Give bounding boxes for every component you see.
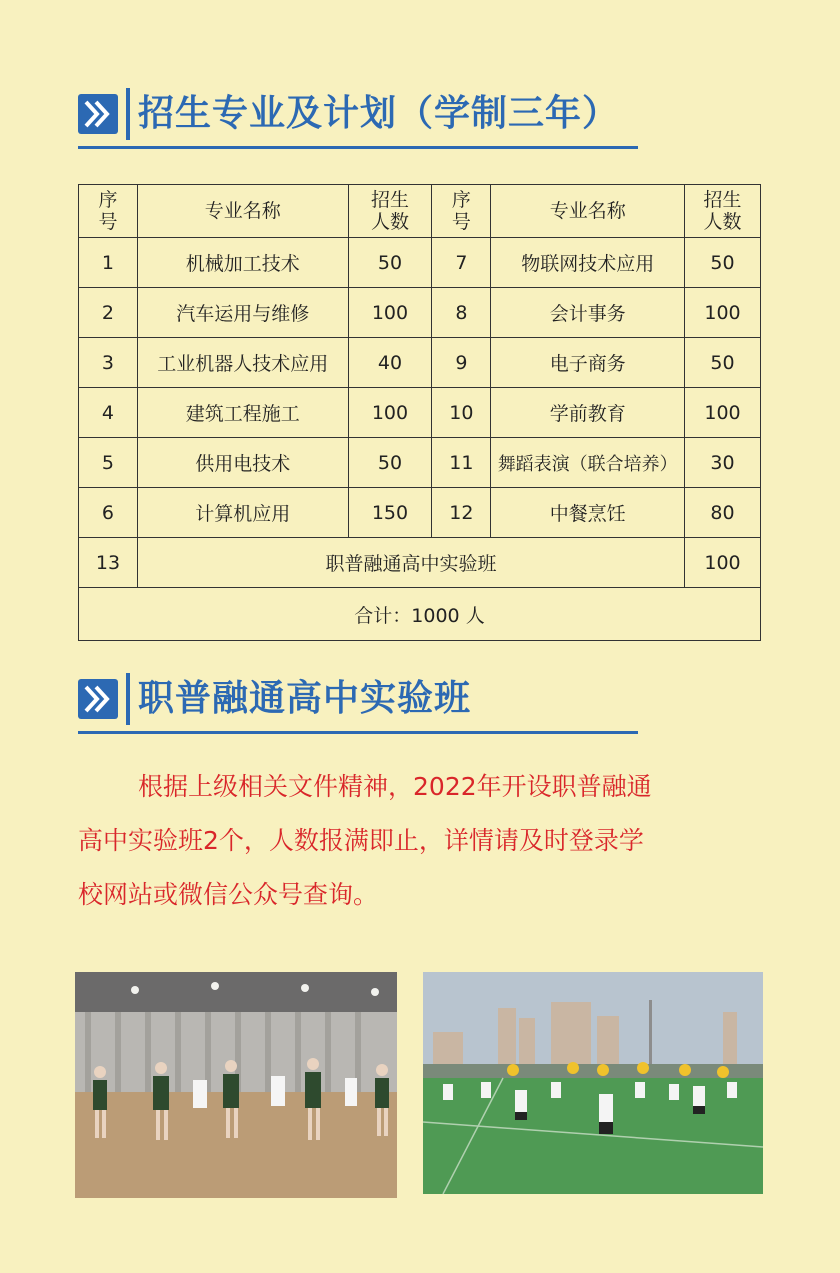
header-divider bbox=[126, 673, 130, 725]
cell-seq: 12 bbox=[432, 488, 491, 538]
cell-major: 舞蹈表演（联合培养） bbox=[491, 438, 685, 488]
cell-major: 机械加工技术 bbox=[137, 238, 348, 288]
cell-count: 40 bbox=[348, 338, 432, 388]
double-chevron-right-icon bbox=[78, 679, 118, 719]
cell-major: 学前教育 bbox=[491, 388, 685, 438]
table-row bbox=[79, 538, 761, 588]
cell-count: 100 bbox=[685, 388, 761, 438]
cell-seq: 6 bbox=[79, 488, 138, 538]
cell-seq: 9 bbox=[432, 338, 491, 388]
cell-major: 工业机器人技术应用 bbox=[137, 338, 348, 388]
enrollment-table bbox=[78, 184, 761, 641]
cell-major: 物联网技术应用 bbox=[491, 238, 685, 288]
cell-count: 30 bbox=[685, 438, 761, 488]
cell-count: 80 bbox=[685, 488, 761, 538]
header-count: 招生 人数 bbox=[348, 185, 432, 238]
header-seq: 序 号 bbox=[432, 185, 491, 238]
header-underline bbox=[78, 731, 638, 734]
cell-major: 供用电技术 bbox=[137, 438, 348, 488]
cell-total: 合计：1000 人 bbox=[79, 588, 761, 641]
cell-count: 100 bbox=[685, 538, 761, 588]
cell-count: 50 bbox=[348, 238, 432, 288]
header-count: 招生 人数 bbox=[685, 185, 761, 238]
header-seq: 序 号 bbox=[79, 185, 138, 238]
header-underline bbox=[78, 146, 638, 149]
cell-major: 中餐烹饪 bbox=[491, 488, 685, 538]
cell-major: 建筑工程施工 bbox=[137, 388, 348, 438]
section-title: 职普融通高中实验班 bbox=[138, 678, 472, 719]
table-row bbox=[79, 438, 761, 488]
table-row bbox=[79, 388, 761, 438]
cell-count: 50 bbox=[348, 438, 432, 488]
notice-paragraph bbox=[78, 760, 768, 922]
cell-count: 50 bbox=[685, 238, 761, 288]
section-title: 招生专业及计划（学制三年） bbox=[138, 93, 620, 134]
table-header-row bbox=[79, 185, 761, 238]
cell-seq: 13 bbox=[79, 538, 138, 588]
cell-seq: 2 bbox=[79, 288, 138, 338]
cell-major: 汽车运用与维修 bbox=[137, 288, 348, 338]
section-header-pilot-class bbox=[78, 677, 638, 739]
cell-seq: 4 bbox=[79, 388, 138, 438]
cell-count: 50 bbox=[685, 338, 761, 388]
cell-major: 会计事务 bbox=[491, 288, 685, 338]
cell-seq: 1 bbox=[79, 238, 138, 288]
table-row bbox=[79, 238, 761, 288]
dance-class-photo bbox=[75, 972, 397, 1198]
cell-seq: 7 bbox=[432, 238, 491, 288]
notice-line: 高中实验班2个，人数报满即止，详情请及时登录学 bbox=[78, 826, 644, 855]
outdoor-performance-photo bbox=[423, 972, 763, 1194]
cell-seq: 11 bbox=[432, 438, 491, 488]
notice-line: 根据上级相关文件精神，2022年开设职普融通 bbox=[138, 772, 652, 801]
cell-seq: 5 bbox=[79, 438, 138, 488]
cell-major: 电子商务 bbox=[491, 338, 685, 388]
cell-seq: 8 bbox=[432, 288, 491, 338]
cell-seq: 3 bbox=[79, 338, 138, 388]
cell-major: 计算机应用 bbox=[137, 488, 348, 538]
cell-count: 100 bbox=[348, 288, 432, 338]
table-row bbox=[79, 488, 761, 538]
header-major-name: 专业名称 bbox=[137, 185, 348, 238]
header-divider bbox=[126, 88, 130, 140]
header-major-name: 专业名称 bbox=[491, 185, 685, 238]
table-total-row bbox=[79, 588, 761, 641]
double-chevron-right-icon bbox=[78, 94, 118, 134]
cell-count: 100 bbox=[685, 288, 761, 338]
cell-major: 职普融通高中实验班 bbox=[137, 538, 684, 588]
table-row bbox=[79, 288, 761, 338]
notice-line: 校网站或微信公众号查询。 bbox=[78, 880, 379, 909]
section-header-enrollment bbox=[78, 92, 638, 154]
cell-seq: 10 bbox=[432, 388, 491, 438]
table-row bbox=[79, 338, 761, 388]
cell-count: 150 bbox=[348, 488, 432, 538]
cell-count: 100 bbox=[348, 388, 432, 438]
